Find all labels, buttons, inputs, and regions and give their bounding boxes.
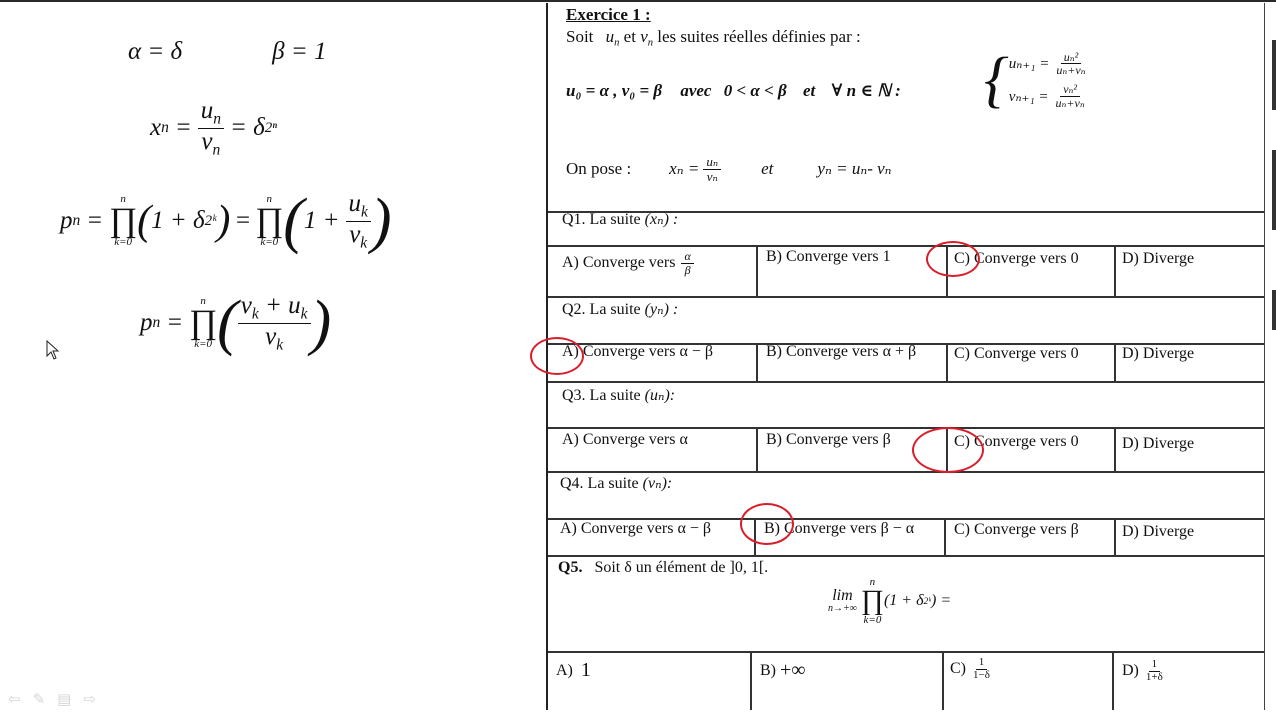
edge-scrap — [1272, 290, 1276, 330]
board-line-1 — [128, 38, 326, 66]
top-rule — [0, 0, 1276, 2]
q4-label: Q4. La suite (vₙ): — [560, 475, 673, 492]
pen-icon[interactable]: ✎ — [32, 690, 46, 708]
q5-option-d: D) $\frac{1}{1+\delta}$ — [1122, 658, 1163, 683]
q5-label: Q5. Soit δ un élément de ]0, 1[. — [558, 559, 769, 576]
q1-option-d: D) Diverge — [1122, 250, 1195, 267]
q3-label: Q3. La suite (uₙ): — [562, 387, 676, 404]
q3-option-c: C) Converge vers 0 — [954, 433, 1079, 450]
edge-scrap — [1272, 150, 1276, 230]
q4-option-a: A) Converge vers α − β — [560, 520, 711, 537]
q4-option-c: C) Converge vers β — [954, 521, 1079, 538]
q2-option-b: B) Converge vers α + β — [766, 343, 917, 360]
q2-option-a: A) Converge vers α − β — [562, 343, 713, 360]
xn-fraction: $\frac{u_n}{v_n}$ — [198, 98, 224, 158]
q4-option-b: B) Converge vers β − α — [764, 520, 915, 537]
product-symbol-3: n ∏ k=0 — [189, 294, 218, 351]
q1-option-b: B) Converge vers 1 — [766, 248, 891, 265]
q5-limit-expression: lim n→+∞ n ∏ k=0 (1 + δ 2ᵏ ) = — [828, 576, 952, 626]
menu-icon[interactable]: ▤ — [57, 690, 72, 708]
board-line-2: x n = $\frac{u_n}{v_n}$ = δ 2ⁿ — [150, 97, 277, 159]
q2-option-d: D) Diverge — [1122, 345, 1195, 362]
product-symbol: n ∏ k=0 — [109, 192, 138, 249]
answer-circle-q4 — [740, 503, 794, 545]
q4-option-d: D) Diverge — [1122, 523, 1195, 540]
exercise-title: Exercice 1 : — [566, 5, 651, 24]
board-line-4: p n = n ∏ k=0 ( $\frac{v_k + u_k}{v_k}$ ) — [140, 289, 332, 357]
edge-scrap — [1272, 40, 1276, 110]
alpha-eq: α = δ — [128, 38, 183, 65]
exam-sheet — [546, 3, 1265, 710]
recurrence-system: { uₙ₊₁ = $\frac{\text{uₙ²}}{\text{uₙ+vₙ}}$ vₙ₊₁ = $\frac{\text{vₙ²}}{\text{uₙ+vₙ}}$ — [984, 46, 1086, 114]
pose-line: On pose : xₙ = $\frac{\text{uₙ}}{\text{vₙ}}$ et yₙ = uₙ- vₙ — [566, 154, 892, 184]
q3-option-a: A) Converge vers α — [562, 431, 688, 448]
answer-circle-q1 — [926, 241, 980, 277]
q3-option-b: B) Converge vers β — [766, 431, 891, 448]
beta-eq: β = 1 — [272, 38, 327, 65]
answer-circle-q2 — [530, 337, 584, 375]
answer-circle-q3 — [912, 427, 984, 473]
initial-conditions: u₀ = α , v₀ = β avec 0 < α < β et ∀ n ∈ ℕ : — [566, 81, 901, 100]
next-icon[interactable]: ⇨ — [83, 690, 96, 708]
cursor-arrow-icon — [46, 340, 60, 360]
q1-option-c: C) Converge vers 0 — [954, 250, 1079, 267]
q5-option-c: C) $\frac{1}{1-\delta}$ — [950, 656, 990, 681]
q5-option-b: B) +∞ — [760, 659, 806, 681]
q5-option-a: A) 1 — [556, 659, 591, 681]
q2-label: Q2. La suite (yₙ) : — [562, 301, 679, 318]
prev-icon[interactable]: ⇦ — [8, 690, 21, 708]
intro-line: Soit $u_n$ et $v_n$ les suites réelles définies par : — [566, 27, 861, 49]
q1-label: Q1. La suite (xₙ) : — [562, 211, 679, 228]
board-line-3: p n = n ∏ k=0 ( 1 + δ 2ᵏ ) = n ∏ k=0 ( 1 + $\frac{u_k}{v_k}$ ) — [60, 187, 392, 255]
q1-option-a: A) Converge vers $\frac{\alpha}{\beta}$ — [562, 248, 694, 278]
slide-controls — [8, 690, 96, 708]
q3-option-d: D) Diverge — [1122, 435, 1195, 452]
q2-option-c: C) Converge vers 0 — [954, 345, 1079, 362]
product-symbol-2: n ∏ k=0 — [255, 192, 284, 249]
